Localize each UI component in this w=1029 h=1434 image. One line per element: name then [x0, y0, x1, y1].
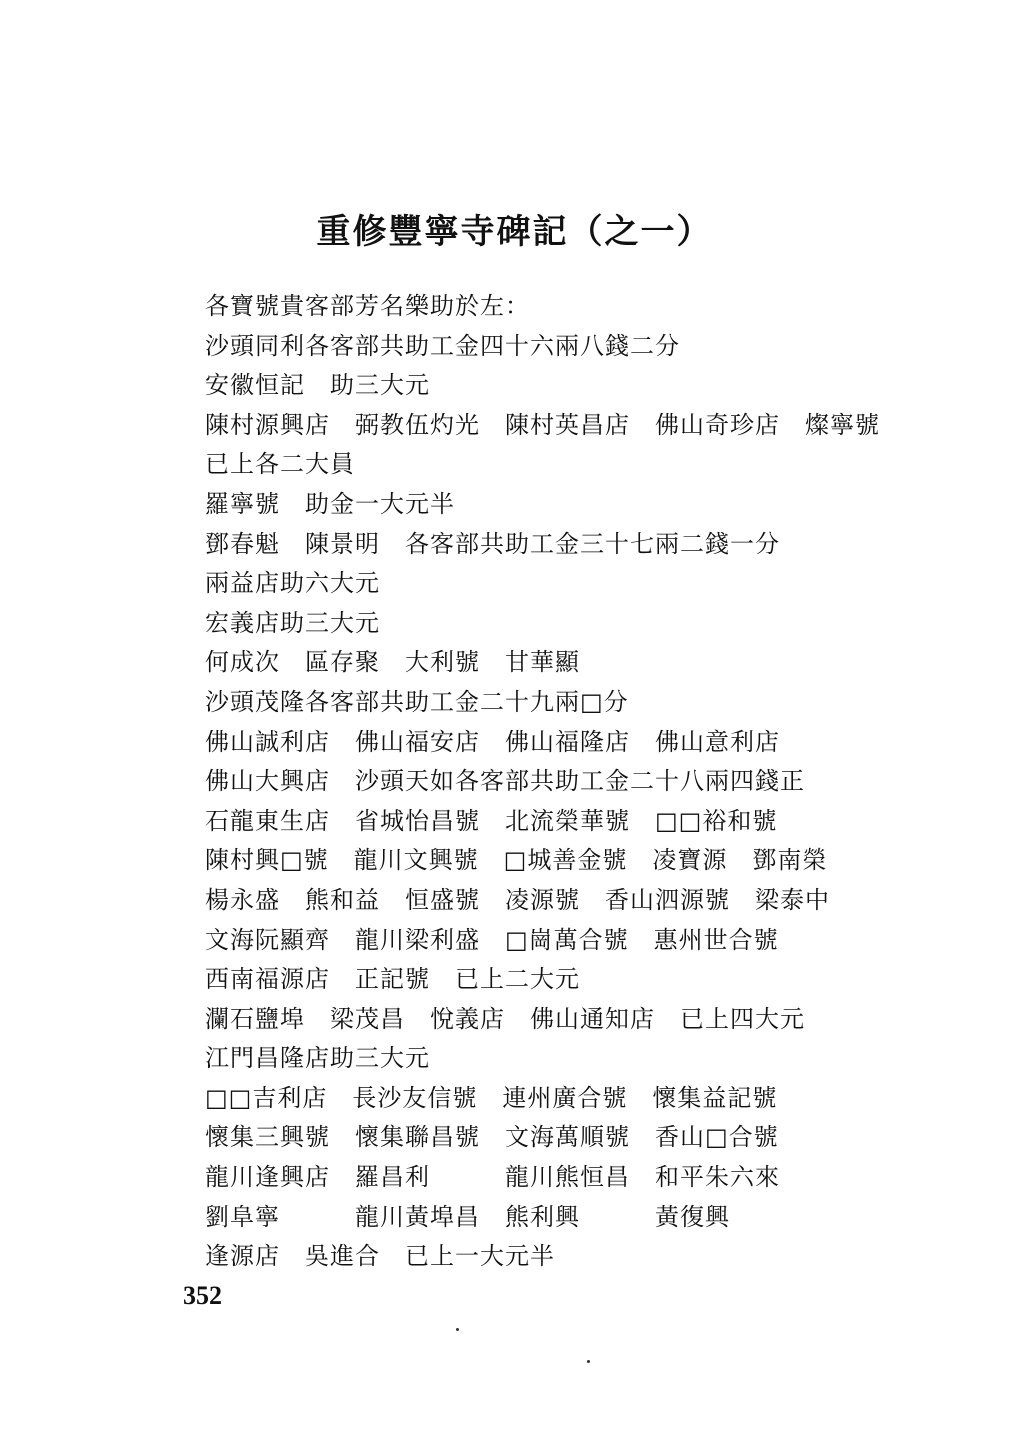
text-line: 各寶號貴客部芳名樂助於左： [205, 292, 530, 320]
text-line: 陳村源興店 弼教伍灼光 陳村英昌店 佛山奇珍店 燦寧號 [205, 410, 880, 439]
page-title: 重修豐寧寺碑記（之一） [316, 212, 713, 252]
text-line: 安徽恒記 助三大元 [205, 371, 430, 400]
text-line: 陳村興□號 龍川文興號 □城善金號 凌寶源 鄧南榮 [205, 846, 828, 875]
text-line: 鄧春魁 陳景明 各客部共助工金三十七兩二錢一分 [205, 529, 780, 558]
text-line: 瀾石鹽埠 梁茂昌 悅義店 佛山通知店 已上四大元 [205, 1004, 805, 1033]
text-line: 兩益店助六大元 [205, 569, 380, 598]
text-line: 楊永盛 熊和益 恒盛號 凌源號 香山泗源號 梁泰中 [205, 885, 830, 914]
text-line: 宏義店助三大元 [205, 608, 380, 637]
text-line: 文海阮顯齊 龍川梁利盛 □崗萬合號 惠州世合號 [205, 925, 779, 954]
inscription-body [205, 287, 1005, 1277]
text-line: 懷集三興號 懷集聯昌號 文海萬順號 香山□合號 [205, 1123, 779, 1152]
text-line: 沙頭茂隆各客部共助工金二十九兩□分 [205, 687, 629, 716]
text-line: 佛山誠利店 佛山福安店 佛山福隆店 佛山意利店 [205, 727, 780, 756]
text-line: 羅寧號 助金一大元半 [205, 489, 455, 518]
text-line: 龍川逢興店 羅昌利 龍川熊恒昌 和平朱六來 [205, 1163, 780, 1192]
text-line: □□吉利店 長沙友信號 連州廣合號 懷集益記號 [205, 1083, 778, 1112]
text-line: 何成次 區存聚 大利號 甘華顯 [205, 648, 580, 677]
text-line: 沙頭同利各客部共助工金四十六兩八錢二分 [205, 331, 680, 360]
text-line: 江門昌隆店助三大元 [205, 1044, 430, 1073]
text-line: 劉阜寧 龍川黃埠昌 熊利興 黃復興 [205, 1202, 730, 1231]
text-line: 逢源店 吳進合 已上一大元半 [205, 1242, 555, 1271]
text-line: 已上各二大員 [205, 450, 355, 479]
text-line: 西南福源店 正記號 已上二大元 [205, 965, 580, 994]
text-line: 石龍東生店 省城怡昌號 北流榮華號 □□裕和號 [205, 806, 778, 835]
text-line: 佛山大興店 沙頭天如各客部共助工金二十八兩四錢正 [205, 767, 805, 796]
page-number: 352 [183, 1281, 222, 1310]
scan-speck [456, 1328, 459, 1331]
scan-speck [587, 1360, 590, 1363]
